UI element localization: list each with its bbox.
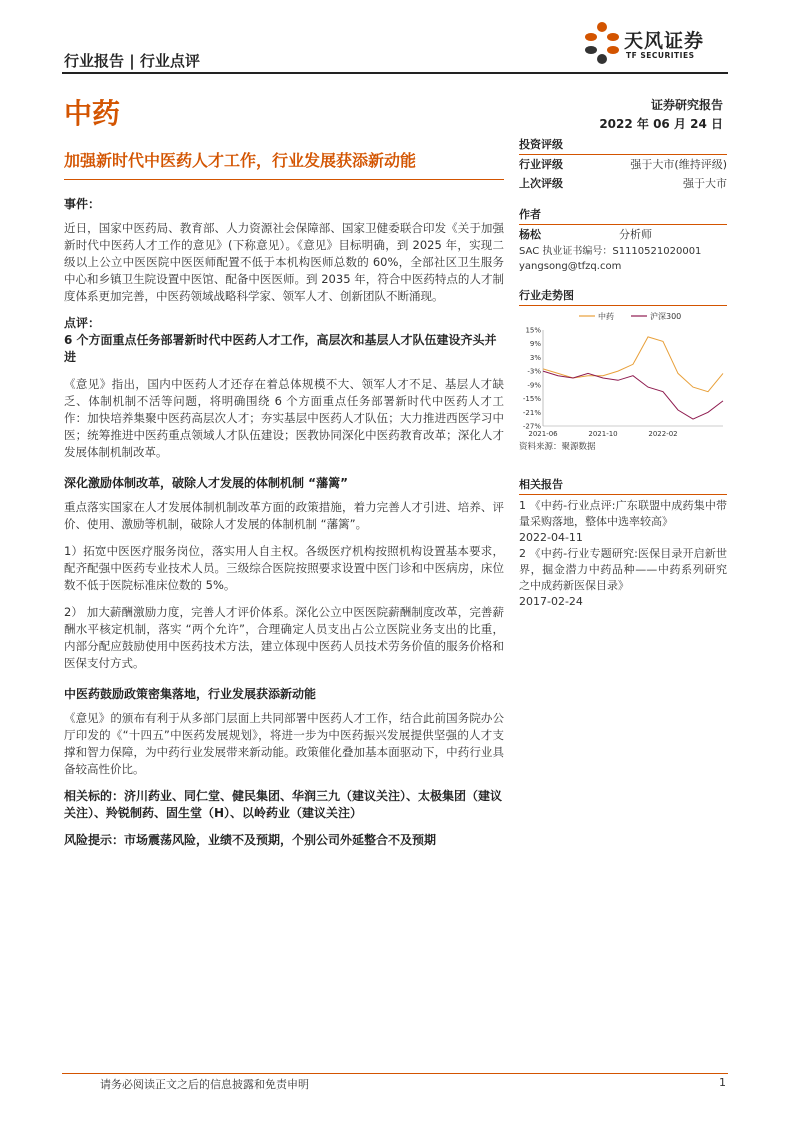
header-divider [62, 72, 728, 74]
related-title: 相关报告 [519, 476, 727, 495]
company-logo [582, 20, 732, 66]
rating-label: 行业评级 [519, 158, 563, 171]
x-tick-label: 2022-02 [648, 430, 678, 438]
trend-chart [519, 306, 727, 440]
comment-heading: 点评： [64, 316, 101, 330]
policy-heading: 中医药鼓励政策密集落地，行业发展获添新动能 [64, 687, 317, 701]
policy-text: 《意见》的颁布有利于从多部门层面上共同部署中医药人才工作，结合此前国务院办公厅印发的《“十四五”中医药发展规划》，将进一步为中医药振兴发展提供坚强的人才支撑和智力保障，为中药行业发展带来新动能。政策催化叠加基本面驱动下，中药行业具备较高性价比。 [64, 711, 504, 776]
prev-rating-label: 上次评级 [519, 177, 563, 190]
rating-panel [519, 136, 727, 193]
footer-divider [62, 1073, 728, 1074]
author-row [519, 225, 727, 244]
series-line-1 [543, 337, 723, 392]
headline-divider [64, 179, 504, 180]
related-report-1-date: 2022-04-11 [519, 531, 583, 544]
related-report-2[interactable]: 2 《中药-行业专题研究:医保目录开启新世界，掘金潜力中药品种——中药系列研究之中成药新医保目录》 [519, 547, 727, 592]
series-line-2 [543, 371, 723, 419]
point-2-text: 2） 加大薪酬激励力度，完善人才评价体系。深化公立中医医院薪酬制度改革，完善薪酬水平核定机制，落实 “两个允许”，合理确定人员支出占公立医院业务支出的比重，内部分配应鼓励使用中医药技术方法，建立体现中医药人员技术劳务价值的服务价格和医保支付方式。 [64, 605, 504, 670]
y-tick-label: -27% [522, 422, 541, 431]
prev-rating-row [519, 174, 727, 193]
event-text: 近日，国家中医药局、教育部、人力资源社会保障部、国家卫健委联合印发《关于加强新时代中医药人才工作的意见》(下称意见）。《意见》目标明确，到 2025 年，实现二级以上公立中医医院中医医师配置不低于本机构医师总数的 60%，全部社区卫生服务中心和乡镇卫生院设置中医馆、配备中医医师。到 2035 年，符合中医药特点的人才制度体系更加完善，中医药领域战略科学家、领军人才、创新团队不断涌现。 [64, 221, 504, 303]
y-tick-label: -21% [522, 408, 541, 417]
y-tick-label: 3% [529, 353, 541, 362]
logo-text-cn: 天风证券 [624, 30, 705, 52]
related-targets: 相关标的：济川药业、同仁堂、健民集团、华润三九（建议关注）、太极集团（建议关注）、羚锐制药、固生堂（H）、以岭药业（建议关注） [64, 789, 503, 820]
author-email[interactable]: yangsong@tfzq.com [519, 261, 622, 272]
author-name: 杨松 [519, 228, 541, 241]
x-tick-label: 2021-06 [528, 430, 558, 438]
report-kind: 证券研究报告 [650, 98, 723, 112]
rating-title: 投资评级 [519, 136, 727, 155]
comment-text: 《意见》指出，国内中医药人才还存在着总体规模不大、领军人才不足、基层人才缺乏、体制机制不活等问题，将明确围绕 6 个方面重点任务部署新时代中医药人才工作：加快培养集聚中医药高层次人才；夯实基层中医药人才队伍；大力推进西医学习中医；统筹推进中医药重点领域人才队伍建设；医教协同深化中医药教育改革；深化人才发展体制机制改革。 [64, 377, 504, 459]
y-tick-label: 9% [529, 340, 541, 349]
author-role: 分析师 [619, 228, 652, 241]
page-number: 1 [719, 1076, 726, 1089]
reform-heading: 深化激励体制改革，破除人才发展的体制机制 “藩篱” [64, 476, 348, 490]
point-1-text: 1）拓宽中医医疗服务岗位，落实用人自主权。各级医疗机构按照机构设置基本要求，配齐配强中医药专业技术人员。三级综合医院按照要求设置中医门诊和中医病房，床位数不低于医院标准床位数的 5%。 [64, 544, 504, 592]
y-tick-label: -3% [527, 367, 541, 376]
rating-value: 强于大市(维持评级) [630, 158, 727, 171]
author-title: 作者 [519, 206, 727, 225]
event-heading: 事件： [64, 197, 101, 211]
report-type-label: 行业报告 | 行业点评 [64, 52, 200, 70]
author-panel [519, 206, 727, 274]
chart-source: 资料来源：聚源数据 [519, 442, 596, 452]
report-date: 2022 年 06 月 24 日 [599, 117, 723, 131]
related-report-1[interactable]: 1 《中药-行业点评:广东联盟中成药集中带量采购落地，整体中选率较高》 [519, 499, 727, 528]
chart-title: 行业走势图 [519, 287, 727, 306]
author-cert: SAC 执业证书编号：S1110521020001 [519, 246, 702, 257]
trend-chart-svg [519, 306, 727, 440]
related-report-2-date: 2017-02-24 [519, 595, 583, 608]
legend-label-1: 中药 [598, 312, 614, 321]
y-tick-label: -15% [522, 395, 541, 404]
y-tick-label: 15% [525, 326, 541, 335]
logo-mark-icon [582, 20, 622, 66]
logo-text-en: TF SECURITIES [626, 51, 695, 60]
prev-rating-value: 强于大市 [683, 177, 727, 190]
rating-row [519, 155, 727, 174]
legend-label-2: 沪深300 [650, 312, 682, 321]
x-tick-label: 2021-10 [588, 430, 618, 438]
sector-title: 中药 [64, 97, 121, 130]
risk-warning: 风险提示：市场震荡风险，业绩不及预期，个别公司外延整合不及预期 [64, 833, 437, 847]
main-content [64, 148, 504, 849]
related-reports-panel [519, 476, 727, 610]
y-tick-label: -9% [527, 381, 541, 390]
report-headline: 加强新时代中医药人才工作，行业发展获添新动能 [64, 151, 417, 170]
comment-subheading: 6 个方面重点任务部署新时代中医药人才工作，高层次和基层人才队伍建设齐头并进 [64, 333, 497, 364]
footer-disclaimer[interactable]: 请务必阅读正文之后的信息披露和免责申明 [100, 1078, 309, 1091]
trend-chart-panel [519, 287, 727, 452]
reform-text: 重点落实国家在人才发展体制机制改革方面的政策措施，着力完善人才引进、培养、评价、使用、激励等机制，破除人才发展的体制机制 “藩篱”。 [64, 500, 504, 531]
